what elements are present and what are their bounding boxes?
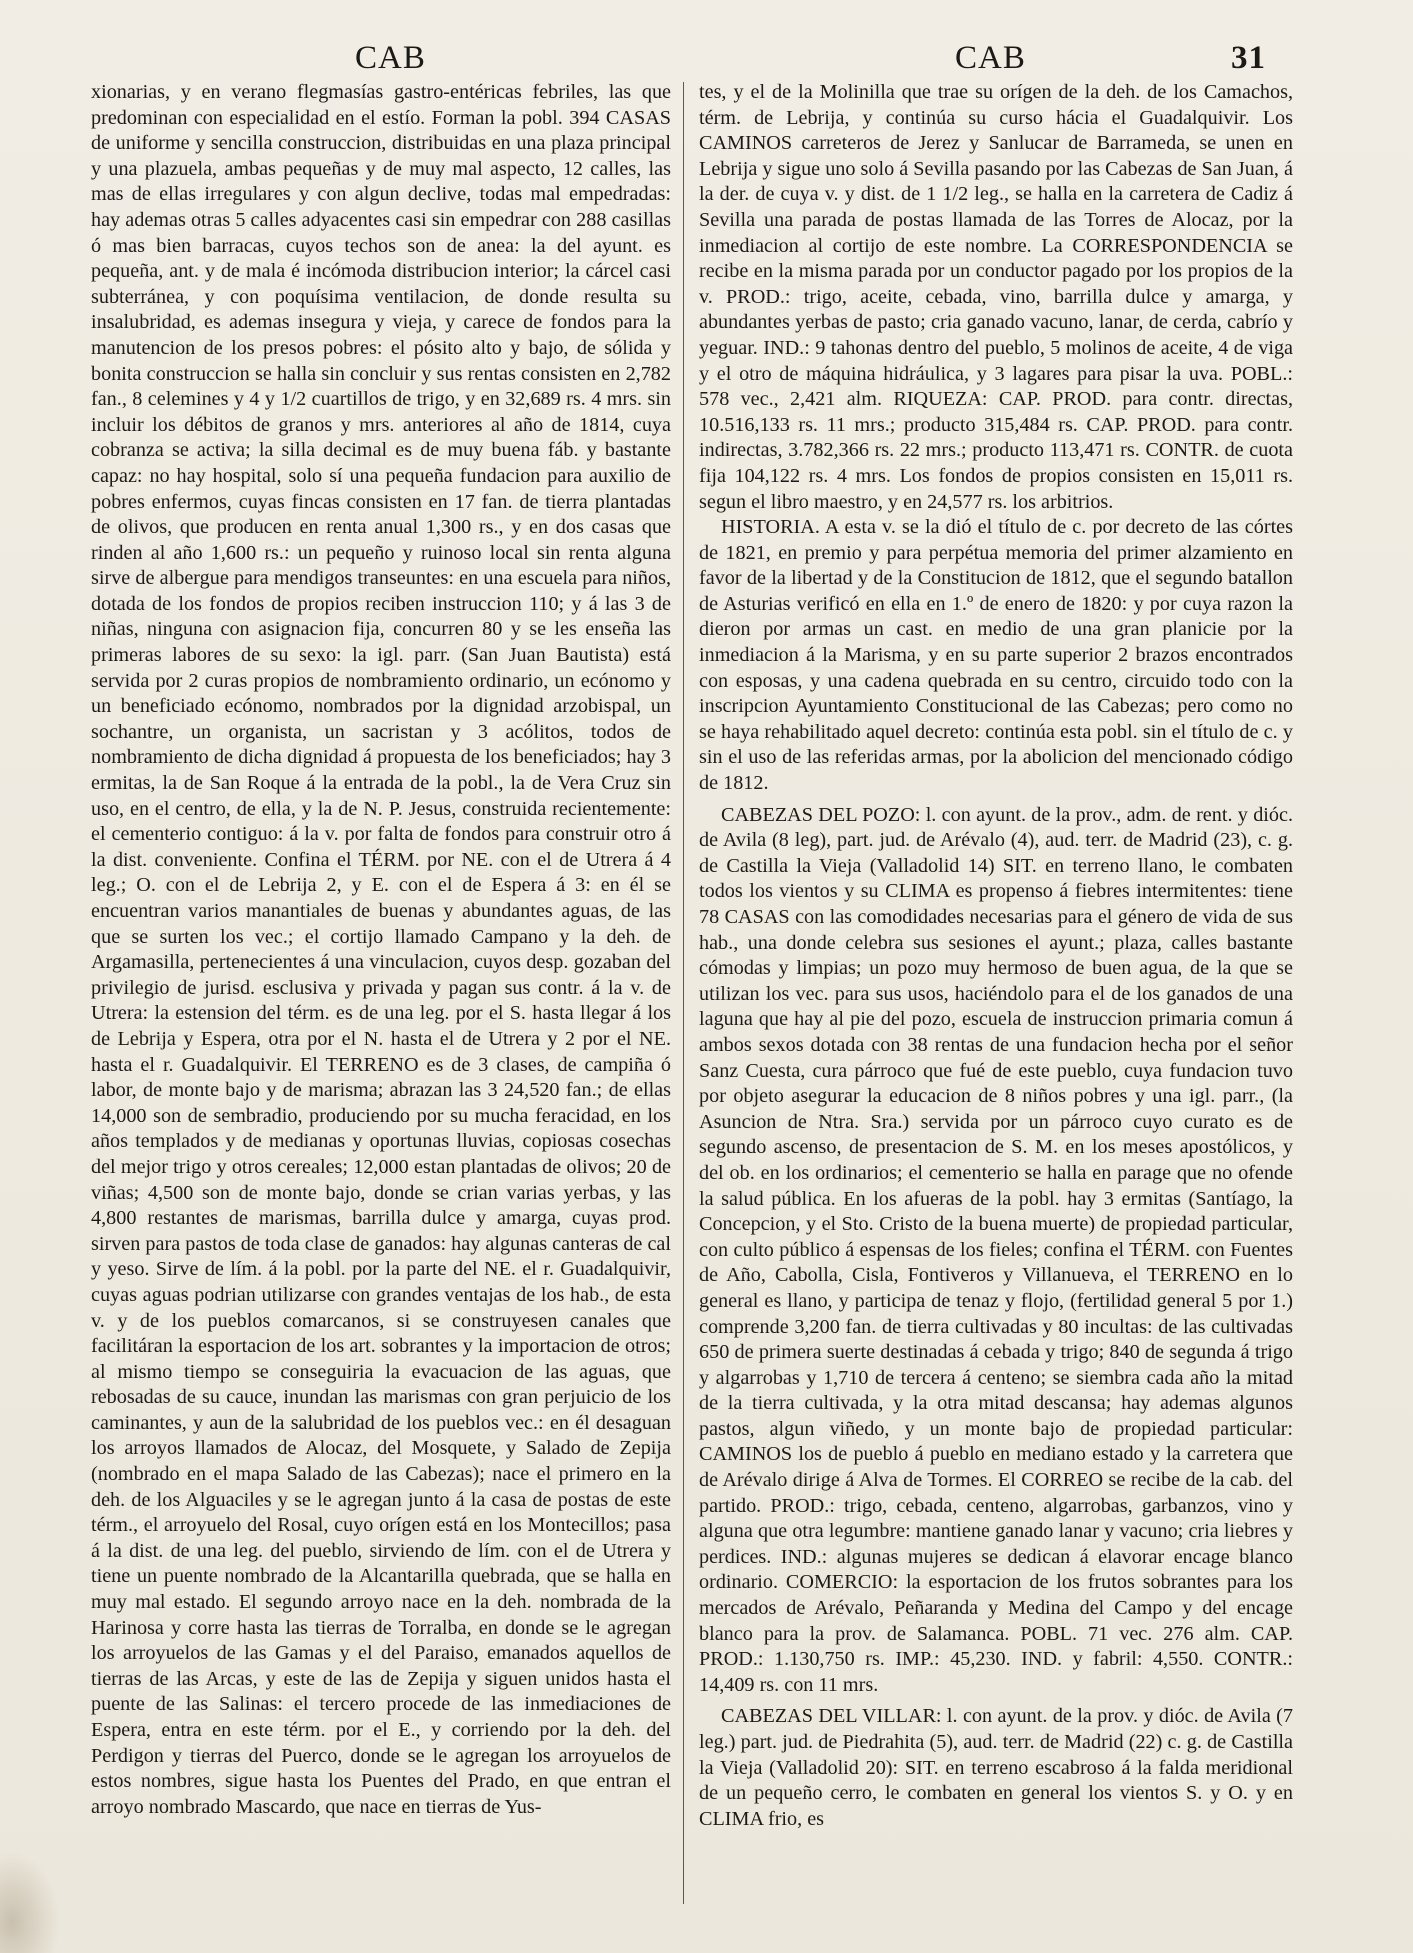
paper-stain bbox=[0, 1850, 60, 1953]
column-divider bbox=[683, 82, 684, 1904]
running-head-left: CAB bbox=[355, 40, 426, 76]
left-column-text: xionarias, y en verano flegmasías gastro-entéricas febriles, las que predominan con especialidad en el estío. Forman la pobl. 394 CASAS de uniforme y sencilla construccion, distribuidas en una plaza principal y una plazuela, ambas pequeñas y de muy mal aspecto, 12 calles, las mas de ellas irregulares y con algun declive, todas mal empedradas: hay ademas otras 5 calles adyacentes casi sin empedrar con 288 casillas ó mas bien barracas, cuyos techos son de anea: la del ayunt. es pequeña, ant. y de mala é incómoda distribucion interior; la cárcel casi subterránea, y con poquísima ventilacion, de donde resulta su insalubridad, es ademas insegura y vieja, y carece de fondos para la manutencion de los presos pobres: el pósito alto y bajo, de sólida y bonita construccion se halla sin concluir y sus rentas consisten en 2,782 fan., 8 celemines y 4 y 1/2 cuartillos de trigo, y en 32,689 rs. 4 mrs. sin incluir los débitos de granos y mrs. anteriores al año de 1814, cuya cobranza se activa; la silla decimal es de muy buena fáb. y bastante capaz: no hay hospital, solo sí una pequeña fundacion para auxilio de pobres enfermos, cuyas fincas consisten en 17 fan. de tierra plantadas de olivos, que producen en renta anual 1,300 rs., y en dos casas que rinden al año 1,600 rs.: un pequeño y ruinoso local sin renta alguna sirve de albergue para mendigos transeuntes: en una escuela para niños, dotada de los fondos de propios reciben instruccion 110; y á las 3 de niñas, ninguna con asignacion fija, concurren 80 y se les enseña las primeras labores de su sexo: la igl. parr. (San Juan Bautista) está servida por 2 curas propios de nombramiento ordinario, un ecónomo y un beneficiado ecónomo, nombrados por la dignidad arzobispal, un sochantre, un organista, un sacristan y 3 acólitos, todos de nombramiento de dicha dignidad á propuesta de los beneficiados; hay 3 ermitas, la de San Roque á la entrada de la pobl., la de Vera Cruz sin uso, en el centro, de ella, y la de N. P. Jesus, construida recientemente: el cementerio contiguo: á la v. por falta de fondos para construir otro á la dist. conveniente. Confina el TÉRM. por NE. con el de Utrera á 4 leg.; O. con el de Lebrija 2, y E. con el de Espera á 3: en él se encuentran varios manantiales de buenas y abundantes aguas, de las que se surten los vec.; el cortijo llamado Campano y la deh. de Argamasilla, pertenecientes á una vinculacion, cuyos desp. gozaban del privilegio de jurisd. esclusiva y privada y pagan sus contr. á la v. de Utrera: la estension del térm. es de una leg. por el S. hasta llegar á los de Lebrija y Espera, otra por el N. hasta el de Utrera y 2 por el NE. hasta el r. Guadalquivir. El TERRENO es de 3 clases, de campiña ó labor, de monte bajo y de marisma; abrazan las 3 24,520 fan.; de ellas 14,000 son de sembradio, produciendo por su mucha feracidad, en los años templados y de medianas y oportunas lluvias, copiosas cosechas del mejor trigo y otros cereales; 12,000 estan plantadas de olivos; 20 de viñas; 4,500 son de monte bajo, donde se crian varias yerbas, y las 4,800 restantes de marismas, barrilla dulce y amarga, cuyas prod. sirven para pastos de toda clase de ganados: hay algunas canteras de cal y yeso. Sirve de lím. á la pobl. por la parte del NE. el r. Guadalquivir, cuyas aguas podrian utilizarse con grandes ventajas de los hab., de esta v. y de los pueblos comarcanos, si se construyesen canales que facilitáran la esportacion de los art. sobrantes y la importacion de otros; al mismo tiempo se conseguiria la evacuacion de las aguas, que rebosadas de su cauce, inundan las marismas con gran perjuicio de los caminantes, y aun de la salubridad de los pueblos vec.: en él desaguan los arroyos llamados de Alocaz, del Mosquete, y Salado de Zepija (nombrado en el mapa Salado de las Cabezas); nace el primero en la deh. de los Alguaciles y se le agregan junto á la casa de postas de este térm., el arroyuelo del Rosal, cuyo orígen está en los Montecillos; pasa á la dist. de una leg. del pueblo, sirviendo de lím. con el de Utrera y tiene un puente nombrado de la Alcantarilla quebrada, que se halla en muy mal estado. El segundo arroyo nace en la deh. nombrada de la Harinosa y corre hasta las tierras de Torralba, en donde se le agregan los arroyuelos de las Gamas y el del Paraiso, emanados aquellos de tierras de las Arcas, y este de las de Zepija y siguen unidos hasta el puente de las Salinas: el tercero procede de las inmediaciones de Espera, entra en este térm. por el E., y corriendo por la deh. del Perdigon y tierras del Puerco, donde se le agregan los arroyuelos de estos nombres, sigue hasta los Puentes del Prado, en que entran el arroyo nombrado Mascardo, que nace en tierras de Yus- bbox=[91, 81, 671, 1818]
left-column bbox=[91, 80, 671, 1920]
entry-cabezas-del-pozo: CABEZAS DEL POZO: l. con ayunt. de la prov., adm. de rent. y dióc. de Avila (8 leg), part. jud. de Arévalo (4), aud. terr. de Madrid (23), c. g. de Castilla la Vieja (Valladolid 14) SIT. en terreno llano, le combaten todos los vientos y su CLIMA es propenso á fiebres intermitentes: tiene 78 CASAS con las comodidades necesarias para el género de vida de sus hab., una donde celebra sus sesiones el ayunt.; plaza, calles bastante cómodas y limpias; un pozo muy hermoso de buen agua, de la que se utilizan los vec. para sus usos, haciéndolo para el de los ganados de una laguna que hay al pie del pozo, escuela de instruccion primaria comun á ambos sexos dotada con 38 rentas de una fundacion hecha por el señor Sanz Cuesta, cura párroco que fué de este pueblo, cuya fundacion tuvo por objeto asegurar la educacion de 8 niños pobres y una igl. parr., (la Asuncion de Ntra. Sra.) servida por un párroco cuyo curato es de segundo ascenso, de presentacion de S. M. en los meses apostólicos, y del ob. en los ordinarios; el cementerio se halla en parage que no ofende la salud pública. En los afueras de la pobl. hay 3 ermitas (Santíago, la Concepcion, y el Sto. Cristo de la buena muerte) de propiedad particular, con culto público á espensas de los fieles; confina el TÉRM. con Fuentes de Año, Cabolla, Cisla, Fontiveros y Villanueva, el TERRENO en lo general es llano, y participa de tenaz y flojo, (fertilidad general 5 por 1.) comprende 3,200 fan. de tierra cultivadas y 80 incultas: de las cultivadas 650 de primera suerte destinadas á cebada y trigo; 840 de segunda á trigo y algarrobas y 1,710 de tercera á centeno; se siembra cada año la mitad de la tierra cultivada, y la otra mitad descansa; hay ademas algunos pastos, algun viñedo, y un monte bajo de propiedad particular: CAMINOS los de pueblo á pueblo en mediano estado y la carretera que de Arévalo dirige á Alva de Tormes. El CORREO se recibe de la cab. del partido. PROD.: trigo, cebada, centeno, algarrobas, garbanzos, vino y alguna que otra legumbre: mantiene ganado lanar y vacuno; cria liebres y perdices. IND.: algunas mujeres se dedican á elavorar encage blanco ordinario. COMERCIO: la esportacion de los frutos sobrantes para los mercados de Arévalo, Peñaranda y Medina del Campo y del encage blanco para la prov. de Salamanca. POBL. 71 vec. 276 alm. CAP. PROD.: 1.130,750 rs. IMP.: 45,230. IND. y fabril: 4,550. CONTR.: 14,409 rs. con 11 mrs. bbox=[699, 803, 1293, 1696]
continued-paragraph: tes, y el de la Molinilla que trae su orígen de la deh. de los Camachos, térm. de Lebrija, y continúa su curso hácia el Guadalquivir. Los CAMINOS carreteros de Jerez y Sanlucar de Barrameda, se unen en Lebrija y sigue uno solo á Sevilla pasando por las Cabezas de San Juan, á la der. de cuya v. y dist. de 1 1/2 leg., se halla en la carretera de Cadiz á Sevilla una parada de postas llamada de las Torres de Alocaz, por la inmediacion al cortijo de este nombre. La CORRESPONDENCIA se recibe en la misma parada por un conductor pagado por los propios de la v. PROD.: trigo, aceite, cebada, vino, barrilla dulce y amarga, y abundantes yerbas de pasto; cria ganado vacuno, lanar, de cerda, cabrío y yeguar. IND.: 9 tahonas dentro del pueblo, 5 molinos de aceite, 4 de viga y el otro de máquina hidráulica, y 3 lagares para pisar la uva. POBL.: 578 vec., 2,421 alm. RIQUEZA: CAP. PROD. para contr. directas, 10.516,133 rs. 11 mrs.; producto 315,484 rs. CAP. PROD. para contr. indirectas, 3.782,366 rs. 22 mrs.; producto 113,471 rs. CONTR. de cuota fija 104,122 rs. 4 mrs. Los fondos de propios consisten en 15,011 rs. segun el libro maestro, y en 24,577 rs. los arbitrios. bbox=[699, 81, 1293, 513]
page-number: 31 bbox=[1231, 40, 1266, 76]
entry-cabezas-del-villar: CABEZAS DEL VILLAR: l. con ayunt. de la prov. y dióc. de Avila (7 leg.) part. jud. de Piedrahita (5), aud. terr. de Madrid (22) c. g. de Castilla la Vieja (Valladolid 20): SIT. en terreno escabroso á la falda meridional de un pequeño cerro, le combaten en general los vientos S. y O. y en CLIMA frio, es bbox=[699, 1705, 1293, 1830]
running-head-right: CAB bbox=[955, 40, 1026, 76]
right-column bbox=[699, 80, 1293, 1920]
historia-paragraph: HISTORIA. A esta v. se la dió el título de c. por decreto de las córtes de 1821, en premio y para perpétua memoria del primer alzamiento en favor de la libertad y de la Constitucion de 1812, que el segundo batallon de Asturias verificó en ella en 1.º de enero de 1820: y por cuya razon la dieron por armas un cast. en medio de una gran planicie por la inmediacion á la Marisma, y en su parte superior 2 brazos encontrados con esposas, y una cadena quebrada en su centro, circuido todo con la inscripcion Ayuntamiento Constitucional de las Cabezas; pero como no se haya rehabilitado aquel decreto: continúa esta pobl. sin el título de c. y sin el uso de las referidas armas, por la abolicion del mencionado código de 1812. bbox=[699, 516, 1293, 795]
